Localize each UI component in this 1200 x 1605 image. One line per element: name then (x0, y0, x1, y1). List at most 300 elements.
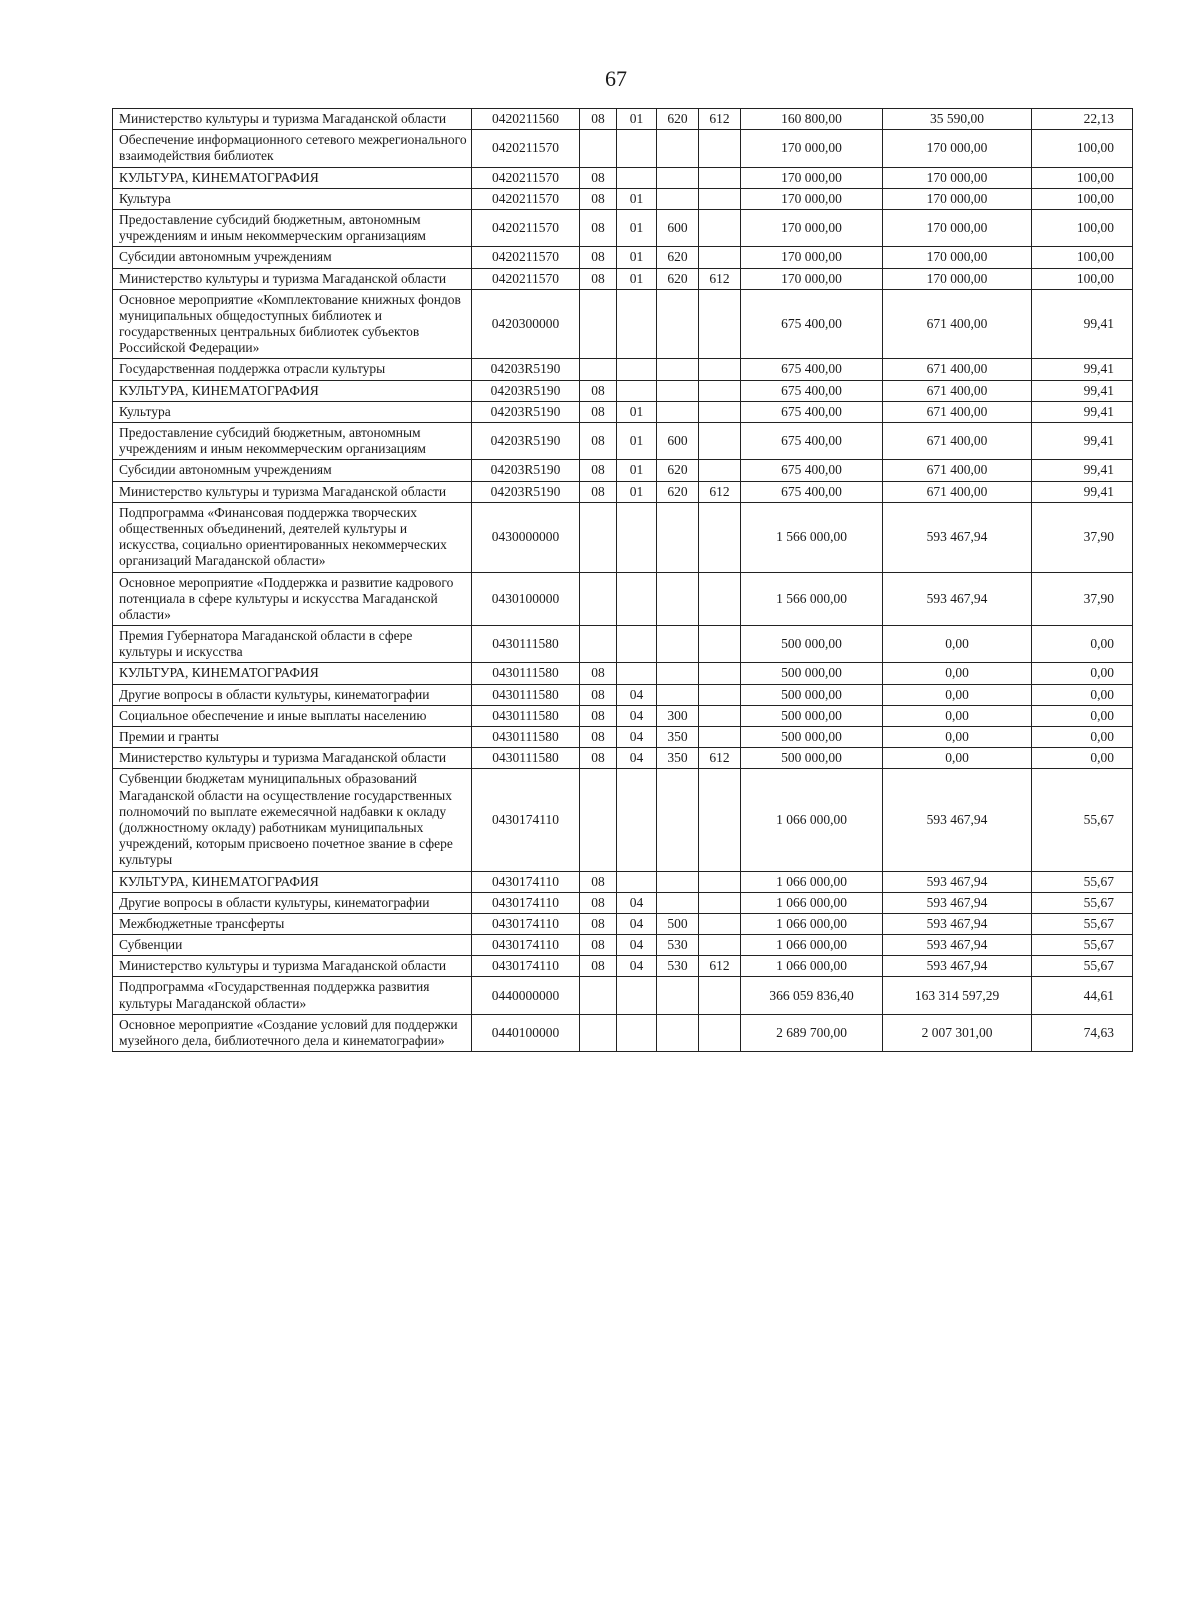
section-code: 08 (580, 871, 617, 892)
actual-amount: 0,00 (883, 684, 1032, 705)
section-code: 08 (580, 209, 617, 246)
section-code: 08 (580, 727, 617, 748)
actual-amount: 593 467,94 (883, 769, 1032, 871)
plan-amount: 500 000,00 (741, 748, 883, 769)
administrator-code (699, 871, 741, 892)
plan-amount: 1 566 000,00 (741, 502, 883, 572)
expense-type-code: 620 (657, 109, 699, 130)
subsection-code: 01 (617, 209, 657, 246)
actual-amount: 671 400,00 (883, 423, 1032, 460)
row-name: Подпрограмма «Финансовая поддержка творческих общественных объединений, деятелей культуры и искусства, социально ориентированных некоммерческих организаций Магаданской области» (113, 502, 472, 572)
target-article-code: 0430174110 (472, 956, 580, 977)
table-row (113, 705, 1133, 726)
subsection-code (617, 380, 657, 401)
section-code: 08 (580, 401, 617, 422)
expense-type-code (657, 871, 699, 892)
target-article-code: 0420211570 (472, 247, 580, 268)
expense-type-code (657, 130, 699, 167)
expense-type-code (657, 1014, 699, 1051)
row-name: КУЛЬТУРА, КИНЕМАТОГРАФИЯ (113, 663, 472, 684)
table-row (113, 380, 1133, 401)
expense-type-code (657, 502, 699, 572)
table-row (113, 871, 1133, 892)
target-article-code: 0420211570 (472, 268, 580, 289)
plan-amount: 170 000,00 (741, 188, 883, 209)
execution-percent: 99,41 (1032, 481, 1133, 502)
administrator-code (699, 727, 741, 748)
execution-percent: 0,00 (1032, 626, 1133, 663)
subsection-code (617, 663, 657, 684)
target-article-code: 0420211570 (472, 209, 580, 246)
administrator-code: 612 (699, 748, 741, 769)
table-row (113, 727, 1133, 748)
section-code (580, 130, 617, 167)
subsection-code: 04 (617, 956, 657, 977)
expense-type-code (657, 380, 699, 401)
subsection-code: 01 (617, 247, 657, 268)
administrator-code (699, 460, 741, 481)
subsection-code: 04 (617, 935, 657, 956)
actual-amount: 170 000,00 (883, 188, 1032, 209)
target-article-code: 0430111580 (472, 705, 580, 726)
plan-amount: 1 066 000,00 (741, 892, 883, 913)
actual-amount: 593 467,94 (883, 956, 1032, 977)
row-name: Основное мероприятие «Создание условий для поддержки музейного дела, библиотечного дела и кинематографии» (113, 1014, 472, 1051)
execution-percent: 55,67 (1032, 892, 1133, 913)
expense-type-code: 300 (657, 705, 699, 726)
target-article-code: 0430111580 (472, 727, 580, 748)
section-code (580, 502, 617, 572)
plan-amount: 366 059 836,40 (741, 977, 883, 1014)
expense-type-code (657, 572, 699, 626)
subsection-code (617, 359, 657, 380)
actual-amount: 0,00 (883, 748, 1032, 769)
actual-amount: 0,00 (883, 663, 1032, 684)
execution-percent: 55,67 (1032, 871, 1133, 892)
execution-percent: 0,00 (1032, 663, 1133, 684)
target-article-code: 0430111580 (472, 663, 580, 684)
section-code: 08 (580, 748, 617, 769)
execution-percent: 99,41 (1032, 359, 1133, 380)
administrator-code (699, 502, 741, 572)
plan-amount: 1 066 000,00 (741, 769, 883, 871)
actual-amount: 671 400,00 (883, 481, 1032, 502)
subsection-code (617, 769, 657, 871)
table-row (113, 748, 1133, 769)
section-code (580, 626, 617, 663)
target-article-code: 04203R5190 (472, 481, 580, 502)
subsection-code (617, 502, 657, 572)
plan-amount: 1 066 000,00 (741, 913, 883, 934)
row-name: Субсидии автономным учреждениям (113, 247, 472, 268)
target-article-code: 0430111580 (472, 626, 580, 663)
subsection-code (617, 626, 657, 663)
table-row (113, 892, 1133, 913)
expense-type-code: 530 (657, 956, 699, 977)
administrator-code (699, 977, 741, 1014)
administrator-code (699, 1014, 741, 1051)
administrator-code (699, 769, 741, 871)
section-code: 08 (580, 188, 617, 209)
row-name: КУЛЬТУРА, КИНЕМАТОГРАФИЯ (113, 380, 472, 401)
section-code: 08 (580, 380, 617, 401)
row-name: Премия Губернатора Магаданской области в сфере культуры и искусства (113, 626, 472, 663)
table-row (113, 956, 1133, 977)
plan-amount: 2 689 700,00 (741, 1014, 883, 1051)
target-article-code: 0430111580 (472, 684, 580, 705)
administrator-code (699, 247, 741, 268)
table-row (113, 502, 1133, 572)
execution-percent: 99,41 (1032, 401, 1133, 422)
subsection-code: 01 (617, 460, 657, 481)
execution-percent: 55,67 (1032, 913, 1133, 934)
subsection-code (617, 130, 657, 167)
section-code: 08 (580, 705, 617, 726)
table-row (113, 572, 1133, 626)
actual-amount: 0,00 (883, 727, 1032, 748)
plan-amount: 500 000,00 (741, 626, 883, 663)
subsection-code: 01 (617, 188, 657, 209)
actual-amount: 593 467,94 (883, 502, 1032, 572)
table-row (113, 289, 1133, 359)
section-code: 08 (580, 684, 617, 705)
table-row (113, 188, 1133, 209)
row-name: Основное мероприятие «Поддержка и развитие кадрового потенциала в сфере культуры и искусства Магаданской области» (113, 572, 472, 626)
execution-percent: 100,00 (1032, 268, 1133, 289)
plan-amount: 1 066 000,00 (741, 956, 883, 977)
administrator-code (699, 380, 741, 401)
subsection-code: 04 (617, 705, 657, 726)
expense-type-code: 600 (657, 209, 699, 246)
administrator-code (699, 913, 741, 934)
plan-amount: 675 400,00 (741, 423, 883, 460)
table-row (113, 977, 1133, 1014)
row-name: Подпрограмма «Государственная поддержка развития культуры Магаданской области» (113, 977, 472, 1014)
actual-amount: 170 000,00 (883, 209, 1032, 246)
table-row (113, 1014, 1133, 1051)
administrator-code (699, 705, 741, 726)
table-row (113, 935, 1133, 956)
subsection-code: 01 (617, 481, 657, 502)
administrator-code: 612 (699, 956, 741, 977)
subsection-code (617, 871, 657, 892)
execution-percent: 99,41 (1032, 423, 1133, 460)
plan-amount: 675 400,00 (741, 359, 883, 380)
administrator-code (699, 663, 741, 684)
subsection-code (617, 289, 657, 359)
plan-amount: 675 400,00 (741, 460, 883, 481)
plan-amount: 500 000,00 (741, 705, 883, 726)
actual-amount: 593 467,94 (883, 892, 1032, 913)
target-article-code: 0420211560 (472, 109, 580, 130)
table-row (113, 109, 1133, 130)
table-row (113, 359, 1133, 380)
execution-percent: 55,67 (1032, 769, 1133, 871)
target-article-code: 0440100000 (472, 1014, 580, 1051)
execution-percent: 100,00 (1032, 130, 1133, 167)
target-article-code: 0430174110 (472, 935, 580, 956)
target-article-code: 0430174110 (472, 769, 580, 871)
section-code: 08 (580, 423, 617, 460)
subsection-code: 04 (617, 684, 657, 705)
section-code (580, 572, 617, 626)
execution-percent: 99,41 (1032, 460, 1133, 481)
row-name: Министерство культуры и туризма Магаданской области (113, 268, 472, 289)
target-article-code: 04203R5190 (472, 359, 580, 380)
plan-amount: 675 400,00 (741, 481, 883, 502)
plan-amount: 170 000,00 (741, 268, 883, 289)
expense-type-code: 350 (657, 727, 699, 748)
subsection-code (617, 1014, 657, 1051)
target-article-code: 0440000000 (472, 977, 580, 1014)
table-row (113, 663, 1133, 684)
section-code (580, 769, 617, 871)
row-name: КУЛЬТУРА, КИНЕМАТОГРАФИЯ (113, 871, 472, 892)
section-code: 08 (580, 935, 617, 956)
plan-amount: 160 800,00 (741, 109, 883, 130)
administrator-code (699, 167, 741, 188)
budget-table (112, 108, 1133, 1052)
target-article-code: 0420300000 (472, 289, 580, 359)
section-code (580, 289, 617, 359)
target-article-code: 0430100000 (472, 572, 580, 626)
row-name: Предоставление субсидий бюджетным, автономным учреждениям и иным некоммерческим организациям (113, 423, 472, 460)
section-code: 08 (580, 481, 617, 502)
plan-amount: 1 066 000,00 (741, 871, 883, 892)
expense-type-code (657, 684, 699, 705)
plan-amount: 500 000,00 (741, 663, 883, 684)
expense-type-code: 620 (657, 247, 699, 268)
row-name: Межбюджетные трансферты (113, 913, 472, 934)
expense-type-code: 620 (657, 268, 699, 289)
target-article-code: 04203R5190 (472, 380, 580, 401)
section-code: 08 (580, 460, 617, 481)
administrator-code (699, 209, 741, 246)
table-row (113, 481, 1133, 502)
target-article-code: 0420211570 (472, 130, 580, 167)
execution-percent: 0,00 (1032, 727, 1133, 748)
row-name: Другие вопросы в области культуры, кинематографии (113, 892, 472, 913)
execution-percent: 100,00 (1032, 247, 1133, 268)
expense-type-code (657, 977, 699, 1014)
table-row (113, 401, 1133, 422)
expense-type-code: 530 (657, 935, 699, 956)
row-name: КУЛЬТУРА, КИНЕМАТОГРАФИЯ (113, 167, 472, 188)
section-code: 08 (580, 892, 617, 913)
execution-percent: 100,00 (1032, 167, 1133, 188)
row-name: Министерство культуры и туризма Магаданской области (113, 109, 472, 130)
target-article-code: 04203R5190 (472, 460, 580, 481)
subsection-code (617, 167, 657, 188)
actual-amount: 0,00 (883, 705, 1032, 726)
subsection-code (617, 572, 657, 626)
section-code: 08 (580, 913, 617, 934)
execution-percent: 100,00 (1032, 209, 1133, 246)
table-row (113, 209, 1133, 246)
subsection-code: 04 (617, 913, 657, 934)
plan-amount: 675 400,00 (741, 401, 883, 422)
administrator-code (699, 359, 741, 380)
page-number: 67 (605, 66, 627, 91)
plan-amount: 1 566 000,00 (741, 572, 883, 626)
subsection-code: 01 (617, 401, 657, 422)
plan-amount: 170 000,00 (741, 247, 883, 268)
administrator-code (699, 684, 741, 705)
subsection-code: 01 (617, 268, 657, 289)
subsection-code (617, 977, 657, 1014)
expense-type-code (657, 289, 699, 359)
plan-amount: 500 000,00 (741, 727, 883, 748)
table-row (113, 268, 1133, 289)
plan-amount: 500 000,00 (741, 684, 883, 705)
expense-type-code: 600 (657, 423, 699, 460)
administrator-code: 612 (699, 481, 741, 502)
section-code (580, 1014, 617, 1051)
expense-type-code (657, 663, 699, 684)
table-row (113, 913, 1133, 934)
actual-amount: 0,00 (883, 626, 1032, 663)
expense-type-code: 620 (657, 481, 699, 502)
row-name: Субвенции бюджетам муниципальных образований Магаданской области на осуществление государственных полномочий по выплате ежемесячной надбавки к окладу (должностному окладу) работникам муниципальных учреждений, которым присвоено почетное звание в сфере культуры (113, 769, 472, 871)
execution-percent: 22,13 (1032, 109, 1133, 130)
table-row (113, 460, 1133, 481)
actual-amount: 163 314 597,29 (883, 977, 1032, 1014)
row-name: Культура (113, 401, 472, 422)
actual-amount: 593 467,94 (883, 913, 1032, 934)
administrator-code (699, 289, 741, 359)
actual-amount: 593 467,94 (883, 935, 1032, 956)
actual-amount: 671 400,00 (883, 380, 1032, 401)
row-name: Министерство культуры и туризма Магаданской области (113, 956, 472, 977)
target-article-code: 0430111580 (472, 748, 580, 769)
administrator-code (699, 892, 741, 913)
row-name: Субсидии автономным учреждениям (113, 460, 472, 481)
table-row (113, 769, 1133, 871)
subsection-code: 04 (617, 892, 657, 913)
subsection-code: 04 (617, 727, 657, 748)
expense-type-code: 620 (657, 460, 699, 481)
row-name: Основное мероприятие «Комплектование книжных фондов муниципальных общедоступных библиотек и государственных центральных библиотек субъектов Российской Федерации» (113, 289, 472, 359)
table-row (113, 167, 1133, 188)
section-code: 08 (580, 109, 617, 130)
administrator-code: 612 (699, 268, 741, 289)
execution-percent: 44,61 (1032, 977, 1133, 1014)
target-article-code: 0420211570 (472, 167, 580, 188)
execution-percent: 100,00 (1032, 188, 1133, 209)
execution-percent: 37,90 (1032, 572, 1133, 626)
actual-amount: 2 007 301,00 (883, 1014, 1032, 1051)
table-row (113, 626, 1133, 663)
expense-type-code (657, 359, 699, 380)
administrator-code (699, 423, 741, 460)
target-article-code: 0430174110 (472, 913, 580, 934)
actual-amount: 671 400,00 (883, 460, 1032, 481)
expense-type-code (657, 892, 699, 913)
administrator-code (699, 130, 741, 167)
target-article-code: 0430174110 (472, 892, 580, 913)
row-name: Социальное обеспечение и иные выплаты населению (113, 705, 472, 726)
actual-amount: 170 000,00 (883, 247, 1032, 268)
administrator-code: 612 (699, 109, 741, 130)
actual-amount: 170 000,00 (883, 268, 1032, 289)
expense-type-code (657, 167, 699, 188)
row-name: Государственная поддержка отрасли культуры (113, 359, 472, 380)
administrator-code (699, 572, 741, 626)
target-article-code: 04203R5190 (472, 401, 580, 422)
target-article-code: 0420211570 (472, 188, 580, 209)
actual-amount: 671 400,00 (883, 289, 1032, 359)
expense-type-code (657, 769, 699, 871)
actual-amount: 671 400,00 (883, 401, 1032, 422)
section-code (580, 977, 617, 1014)
administrator-code (699, 935, 741, 956)
row-name: Обеспечение информационного сетевого межрегионального взаимодействия библиотек (113, 130, 472, 167)
execution-percent: 0,00 (1032, 748, 1133, 769)
expense-type-code (657, 626, 699, 663)
plan-amount: 170 000,00 (741, 209, 883, 246)
execution-percent: 55,67 (1032, 935, 1133, 956)
administrator-code (699, 626, 741, 663)
plan-amount: 675 400,00 (741, 289, 883, 359)
section-code: 08 (580, 956, 617, 977)
expense-type-code (657, 188, 699, 209)
execution-percent: 37,90 (1032, 502, 1133, 572)
table-row (113, 130, 1133, 167)
administrator-code (699, 401, 741, 422)
plan-amount: 170 000,00 (741, 167, 883, 188)
section-code: 08 (580, 247, 617, 268)
actual-amount: 35 590,00 (883, 109, 1032, 130)
expense-type-code: 350 (657, 748, 699, 769)
plan-amount: 675 400,00 (741, 380, 883, 401)
budget-table-body (113, 109, 1133, 1052)
section-code: 08 (580, 663, 617, 684)
row-name: Министерство культуры и туризма Магаданской области (113, 481, 472, 502)
target-article-code: 04203R5190 (472, 423, 580, 460)
table-row (113, 684, 1133, 705)
row-name: Министерство культуры и туризма Магаданской области (113, 748, 472, 769)
subsection-code: 01 (617, 423, 657, 460)
section-code (580, 359, 617, 380)
subsection-code: 04 (617, 748, 657, 769)
target-article-code: 0430000000 (472, 502, 580, 572)
actual-amount: 671 400,00 (883, 359, 1032, 380)
execution-percent: 0,00 (1032, 705, 1133, 726)
plan-amount: 170 000,00 (741, 130, 883, 167)
execution-percent: 74,63 (1032, 1014, 1133, 1051)
actual-amount: 170 000,00 (883, 130, 1032, 167)
table-row (113, 423, 1133, 460)
subsection-code: 01 (617, 109, 657, 130)
row-name: Премии и гранты (113, 727, 472, 748)
row-name: Субвенции (113, 935, 472, 956)
expense-type-code: 500 (657, 913, 699, 934)
actual-amount: 593 467,94 (883, 572, 1032, 626)
execution-percent: 99,41 (1032, 289, 1133, 359)
execution-percent: 55,67 (1032, 956, 1133, 977)
actual-amount: 593 467,94 (883, 871, 1032, 892)
section-code: 08 (580, 268, 617, 289)
plan-amount: 1 066 000,00 (741, 935, 883, 956)
target-article-code: 0430174110 (472, 871, 580, 892)
execution-percent: 0,00 (1032, 684, 1133, 705)
actual-amount: 170 000,00 (883, 167, 1032, 188)
row-name: Предоставление субсидий бюджетным, автономным учреждениям и иным некоммерческим организациям (113, 209, 472, 246)
execution-percent: 99,41 (1032, 380, 1133, 401)
row-name: Другие вопросы в области культуры, кинематографии (113, 684, 472, 705)
row-name: Культура (113, 188, 472, 209)
table-row (113, 247, 1133, 268)
